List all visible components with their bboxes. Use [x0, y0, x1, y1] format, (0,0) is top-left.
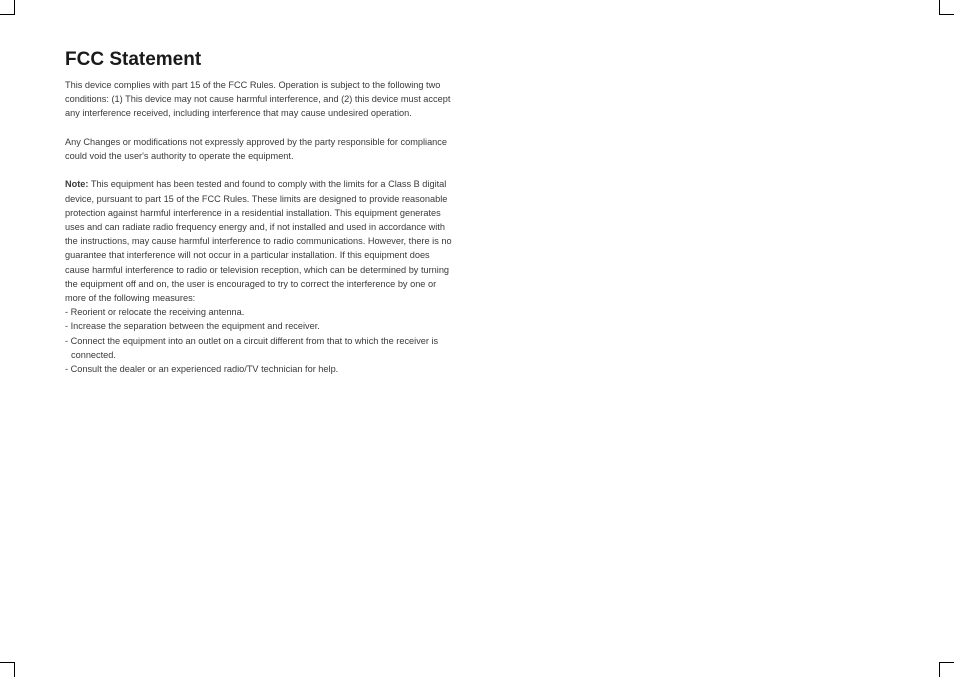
list-item: - Reorient or relocate the receiving antenna. [65, 307, 245, 318]
note-label: Note: [65, 179, 89, 190]
modifications-paragraph: Any Changes or modifications not expressly approved by the party responsible for compliance could void the user's authority to operate the equipment. [65, 136, 447, 161]
note-text: This equipment has been tested and found to comply with the limits for a Class B digital device, pursuant to part 15 of the FCC Rules. These limits are designed to provide reasonable protection against harmful interference in a residential installation. This equipment generates uses and can radiate radio frequency energy and, if not installed and used in accordance with the instructions, may cause harmful interference to radio communications. However, there is no guarantee that interference will not occur in a particular installation. If this equipment does cause harmful interference to radio or television reception, which can be determined by turning the equipment off and on, the user is encouraged to try to correct the interference by one or more of the following measures: [65, 179, 452, 304]
page-title: FCC Statement [65, 49, 202, 70]
crop-mark-top-left [0, 0, 15, 15]
list-item: - Connect the equipment into an outlet on a circuit different from that to which the receiver is connected. [65, 335, 439, 360]
note-paragraph [65, 177, 455, 305]
crop-mark-bottom-left [0, 662, 15, 677]
list-item: - Consult the dealer or an experienced radio/TV technician for help. [65, 364, 339, 375]
list-item: - Increase the separation between the equipment and receiver. [65, 321, 320, 332]
crop-mark-bottom-right [939, 662, 954, 677]
compliance-paragraph: This device complies with part 15 of the FCC Rules. Operation is subject to the following two conditions: (1) This device may not cause harmful interference, and (2) this device must accept any interference received, including interference that may cause undesired operation. [65, 80, 451, 119]
crop-mark-top-right [939, 0, 954, 15]
fcc-statement-section [65, 49, 455, 376]
measures-list [65, 305, 455, 376]
